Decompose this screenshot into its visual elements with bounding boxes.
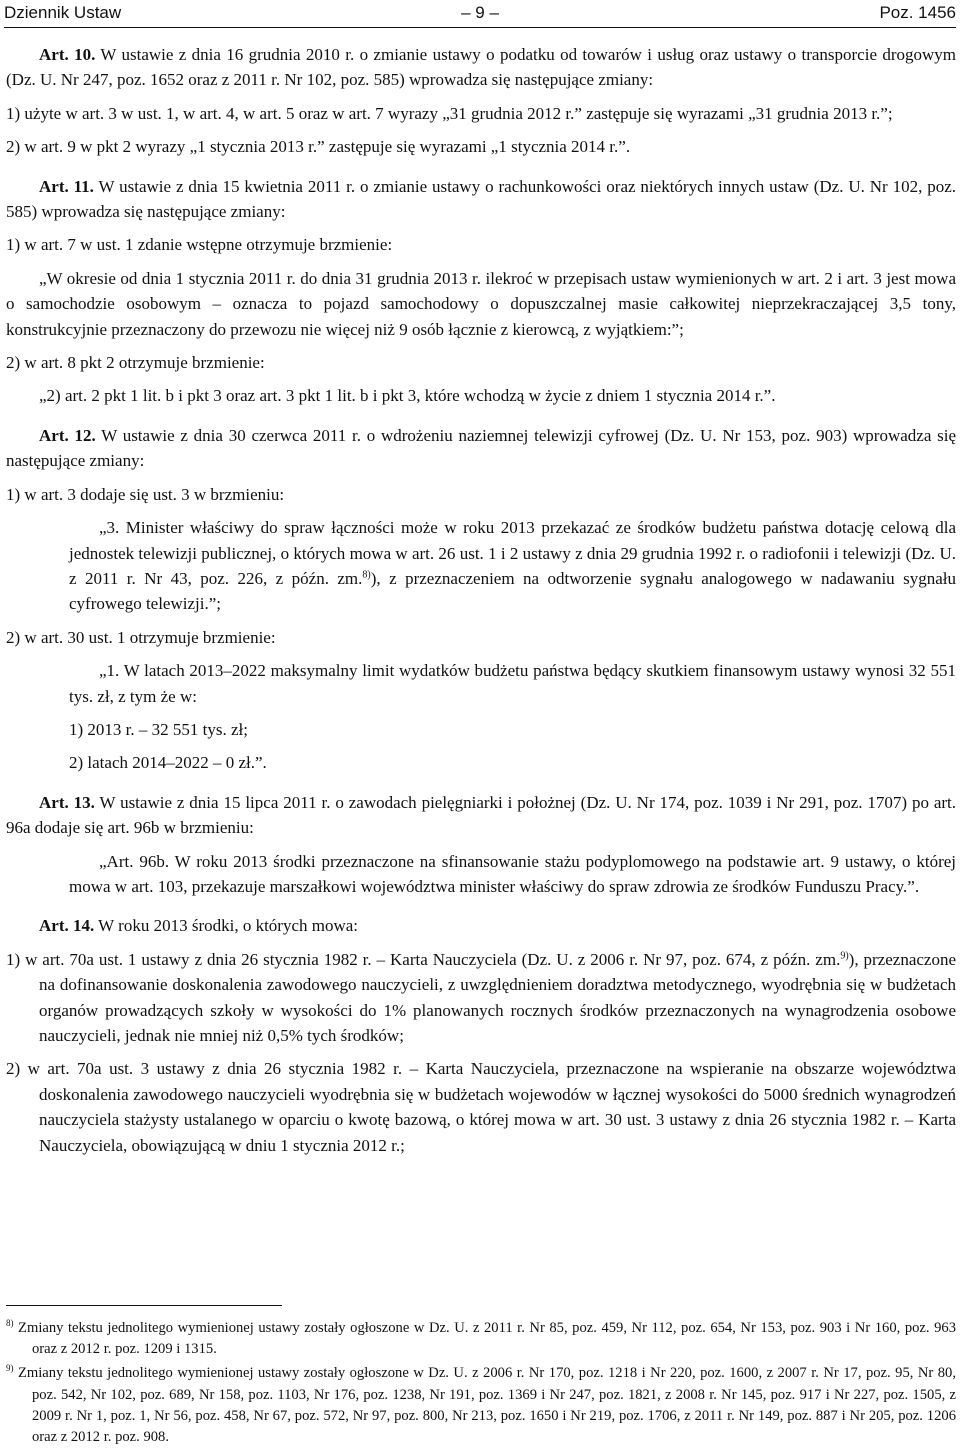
art-12-label: Art. 12.	[39, 425, 96, 445]
journal-title: Dziennik Ustaw	[4, 3, 122, 22]
art-12-subpoint-1: 1) 2013 r. – 32 551 tys. zł;	[69, 719, 248, 739]
art-14-point-2: 2) w art. 70a ust. 3 ustawy z dnia 26 stycznia 1982 r. – Karta Nauczyciela, przeznaczone na wspieranie na obszarze województwa doskonalenia zawodowego nauczycieli wyodrębnia się w budżetach wojewodów w łącznej wysokości do 5000 średnich wynagrodzeń nauczyciela stażysty ustalanego w oparciu o kwotę bazową, o której mowa w art. 30 ust. 3 ustawy z dnia 26 stycznia 1982 r. – Karta Nauczyciela, obowiązującą w dniu 1 stycznia 2012 r.;	[6, 1059, 956, 1155]
art-12-point-1: 1) w art. 3 dodaje się ust. 3 w brzmieniu:	[6, 484, 285, 504]
document-body	[6, 42, 956, 1158]
art-10-point-1: 1) użyte w art. 3 w ust. 1, w art. 4, w art. 5 oraz w art. 7 wyrazy „31 grudnia 2012 r.” zastępuje się wyrazami „31 grudnia 2013 r.”;	[6, 103, 893, 123]
footnote-9: $^{9)}$ Zmiany tekstu jednolitego wymienionej ustawy zostały ogłoszone w Dz. U. z 2006 r. Nr 170, poz. 1218 i Nr 220, poz. 1600, z 2007 r. Nr 17, poz. 95, Nr 80, poz. 542, Nr 102, poz. 689, Nr 158, poz. 1103, Nr 176, poz. 1238, Nr 191, poz. 1369 i Nr 247, poz. 1821, z 2008 r. Nr 145, poz. 917 i Nr 227, poz. 1505, z 2009 r. Nr 1, poz. 1, Nr 56, poz. 458, Nr 67, poz. 572, Nr 97, poz. 800, Nr 213, poz. 1650 i Nr 219, poz. 1706, z 2011 r. Nr 149, poz. 887 i Nr 205, poz. 1206 oraz z 2012 r. poz. 908.	[6, 1363, 956, 1446]
footnote-marker: 8)	[6, 1318, 14, 1329]
art-13-intro: Art. 13. W ustawie z dnia 15 lipca 2011 r. o zawodach pielęgniarki i położnej (Dz. U. Nr 174, poz. 1039 i Nr 291, poz. 1707) po art. 96a dodaje się art. 96b w brzmieniu:	[6, 792, 956, 838]
footnote-separator	[6, 1305, 282, 1306]
footnote-ref-8[interactable]: 8)	[362, 569, 371, 581]
footnote-8: $^{8)}$ Zmiany tekstu jednolitego wymienionej ustawy zostały ogłoszone w Dz. U. z 2011 r. Nr 85, poz. 459, Nr 112, poz. 654, Nr 153, poz. 903 i Nr 160, poz. 963 oraz z 2012 r. poz. 1209 i 1315.	[6, 1318, 956, 1358]
page-number: – 9 –	[461, 3, 499, 22]
art-12-intro: Art. 12. W ustawie z dnia 30 czerwca 2011 r. o wdrożeniu naziemnej telewizji cyfrowej (Dz. U. Nr 153, poz. 903) wprowadza się następujące zmiany:	[6, 425, 957, 471]
art-13-label: Art. 13.	[39, 792, 95, 812]
art-14-label: Art. 14.	[39, 916, 95, 936]
art-12-quote-2: „1. W latach 2013–2022 maksymalny limit wydatków budżetu państwa będący skutkiem finansowym ustawy wynosi 32 551 tys. zł, z tym że w:	[69, 661, 956, 706]
art-10-label: Art. 10.	[39, 45, 96, 64]
art-10-point-2: 2) w art. 9 w pkt 2 wyrazy „1 stycznia 2013 r.” zastępuje się wyrazami „1 stycznia 2014 r.”.	[6, 137, 631, 157]
art-11-intro: Art. 11. W ustawie z dnia 15 kwietnia 2011 r. o zmianie ustawy o rachunkowości oraz niektórych innych ustaw (Dz. U. Nr 102, poz. 585) wprowadza się następujące zmiany:	[6, 176, 956, 222]
page-header	[4, 1, 956, 28]
art-14-point-1: 1) w art. 70a ust. 1 ustawy z dnia 26 stycznia 1982 r. – Karta Nauczyciela (Dz. U. z 2006 r. Nr 97, poz. 674, z późn. zm.$^{9)}$), przeznaczone na dofinansowanie doskonalenia zawodowego nauczycieli, z uwzględnieniem doradztwa metodycznego, wyodrębnia się w budżetach organów prowadzących szkoły w wysokości do 1% planowanych rocznych środków przeznaczonych na wynagrodzenia osobowe nauczycieli, jednak nie mniej niż 0,5% tych środków;	[6, 949, 956, 1045]
footnote-ref-9[interactable]: 9)	[840, 950, 849, 962]
art-11-point-2: 2) w art. 8 pkt 2 otrzymuje brzmienie:	[6, 353, 265, 373]
art-11-quote-1: „W okresie od dnia 1 stycznia 2011 r. do dnia 31 grudnia 2013 r. ilekroć w przepisach ustaw wymienionych w art. 2 i art. 3 jest mowa o samochodzie osobowym – oznacza to pojazd samochodowy o dopuszczalnej masie całkowitej nieprzekraczającej 3,5 tony, konstrukcyjnie przeznaczony do przewozu nie więcej niż 9 osób łącznie z kierowcą, z wyjątkiem:”;	[6, 268, 956, 339]
art-11-quote-2: „2) art. 2 pkt 1 lit. b i pkt 3 oraz art. 3 pkt 1 lit. b i pkt 3, które wchodzą w życie z dniem 1 stycznia 2014 r.”.	[39, 386, 776, 406]
art-11-point-1: 1) w art. 7 w ust. 1 zdanie wstępne otrzymuje brzmienie:	[6, 235, 393, 255]
position-number: Poz. 1456	[879, 3, 956, 22]
art-11-label: Art. 11.	[39, 176, 94, 196]
footnote-marker: 9)	[6, 1363, 14, 1374]
art-10-intro: Art. 10. W ustawie z dnia 16 grudnia 2010 r. o zmianie ustawy o podatku od towarów i usług oraz ustawy o transporcie drogowym (Dz. U. Nr 247, poz. 1652 oraz z 2011 r. Nr 102, poz. 585) wprowadza się następujące zmiany:	[6, 45, 957, 90]
art-13-quote-1: „Art. 96b. W roku 2013 środki przeznaczone na sfinansowanie stażu podyplomowego na podstawie art. 9 ustawy, o której mowa w art. 103, przekazuje marszałkowi województwa minister właściwy do spraw zdrowia ze środków Funduszu Pracy.”.	[69, 851, 956, 896]
footnotes	[6, 1318, 956, 1448]
art-12-subpoint-2: 2) latach 2014–2022 – 0 zł.”.	[69, 753, 267, 773]
art-12-point-2: 2) w art. 30 ust. 1 otrzymuje brzmienie:	[6, 627, 276, 647]
art-14-intro: Art. 14. W roku 2013 środki, o których mowa:	[39, 916, 359, 936]
art-12-quote-1: „3. Minister właściwy do spraw łączności może w roku 2013 przekazać ze środków budżetu państwa dotację celową dla jednostek telewizji publicznej, o których mowa w art. 26 ust. 1 i 2 ustawy z dnia 29 grudnia 1992 r. o radiofonii i telewizji (Dz. U. z 2011 r. Nr 43, poz. 226, z późn. zm.$^{8)}$), z przeznaczeniem na odtworzenie sygnału analogowego w nadawaniu sygnału cyfrowego telewizji.”;	[69, 518, 957, 614]
